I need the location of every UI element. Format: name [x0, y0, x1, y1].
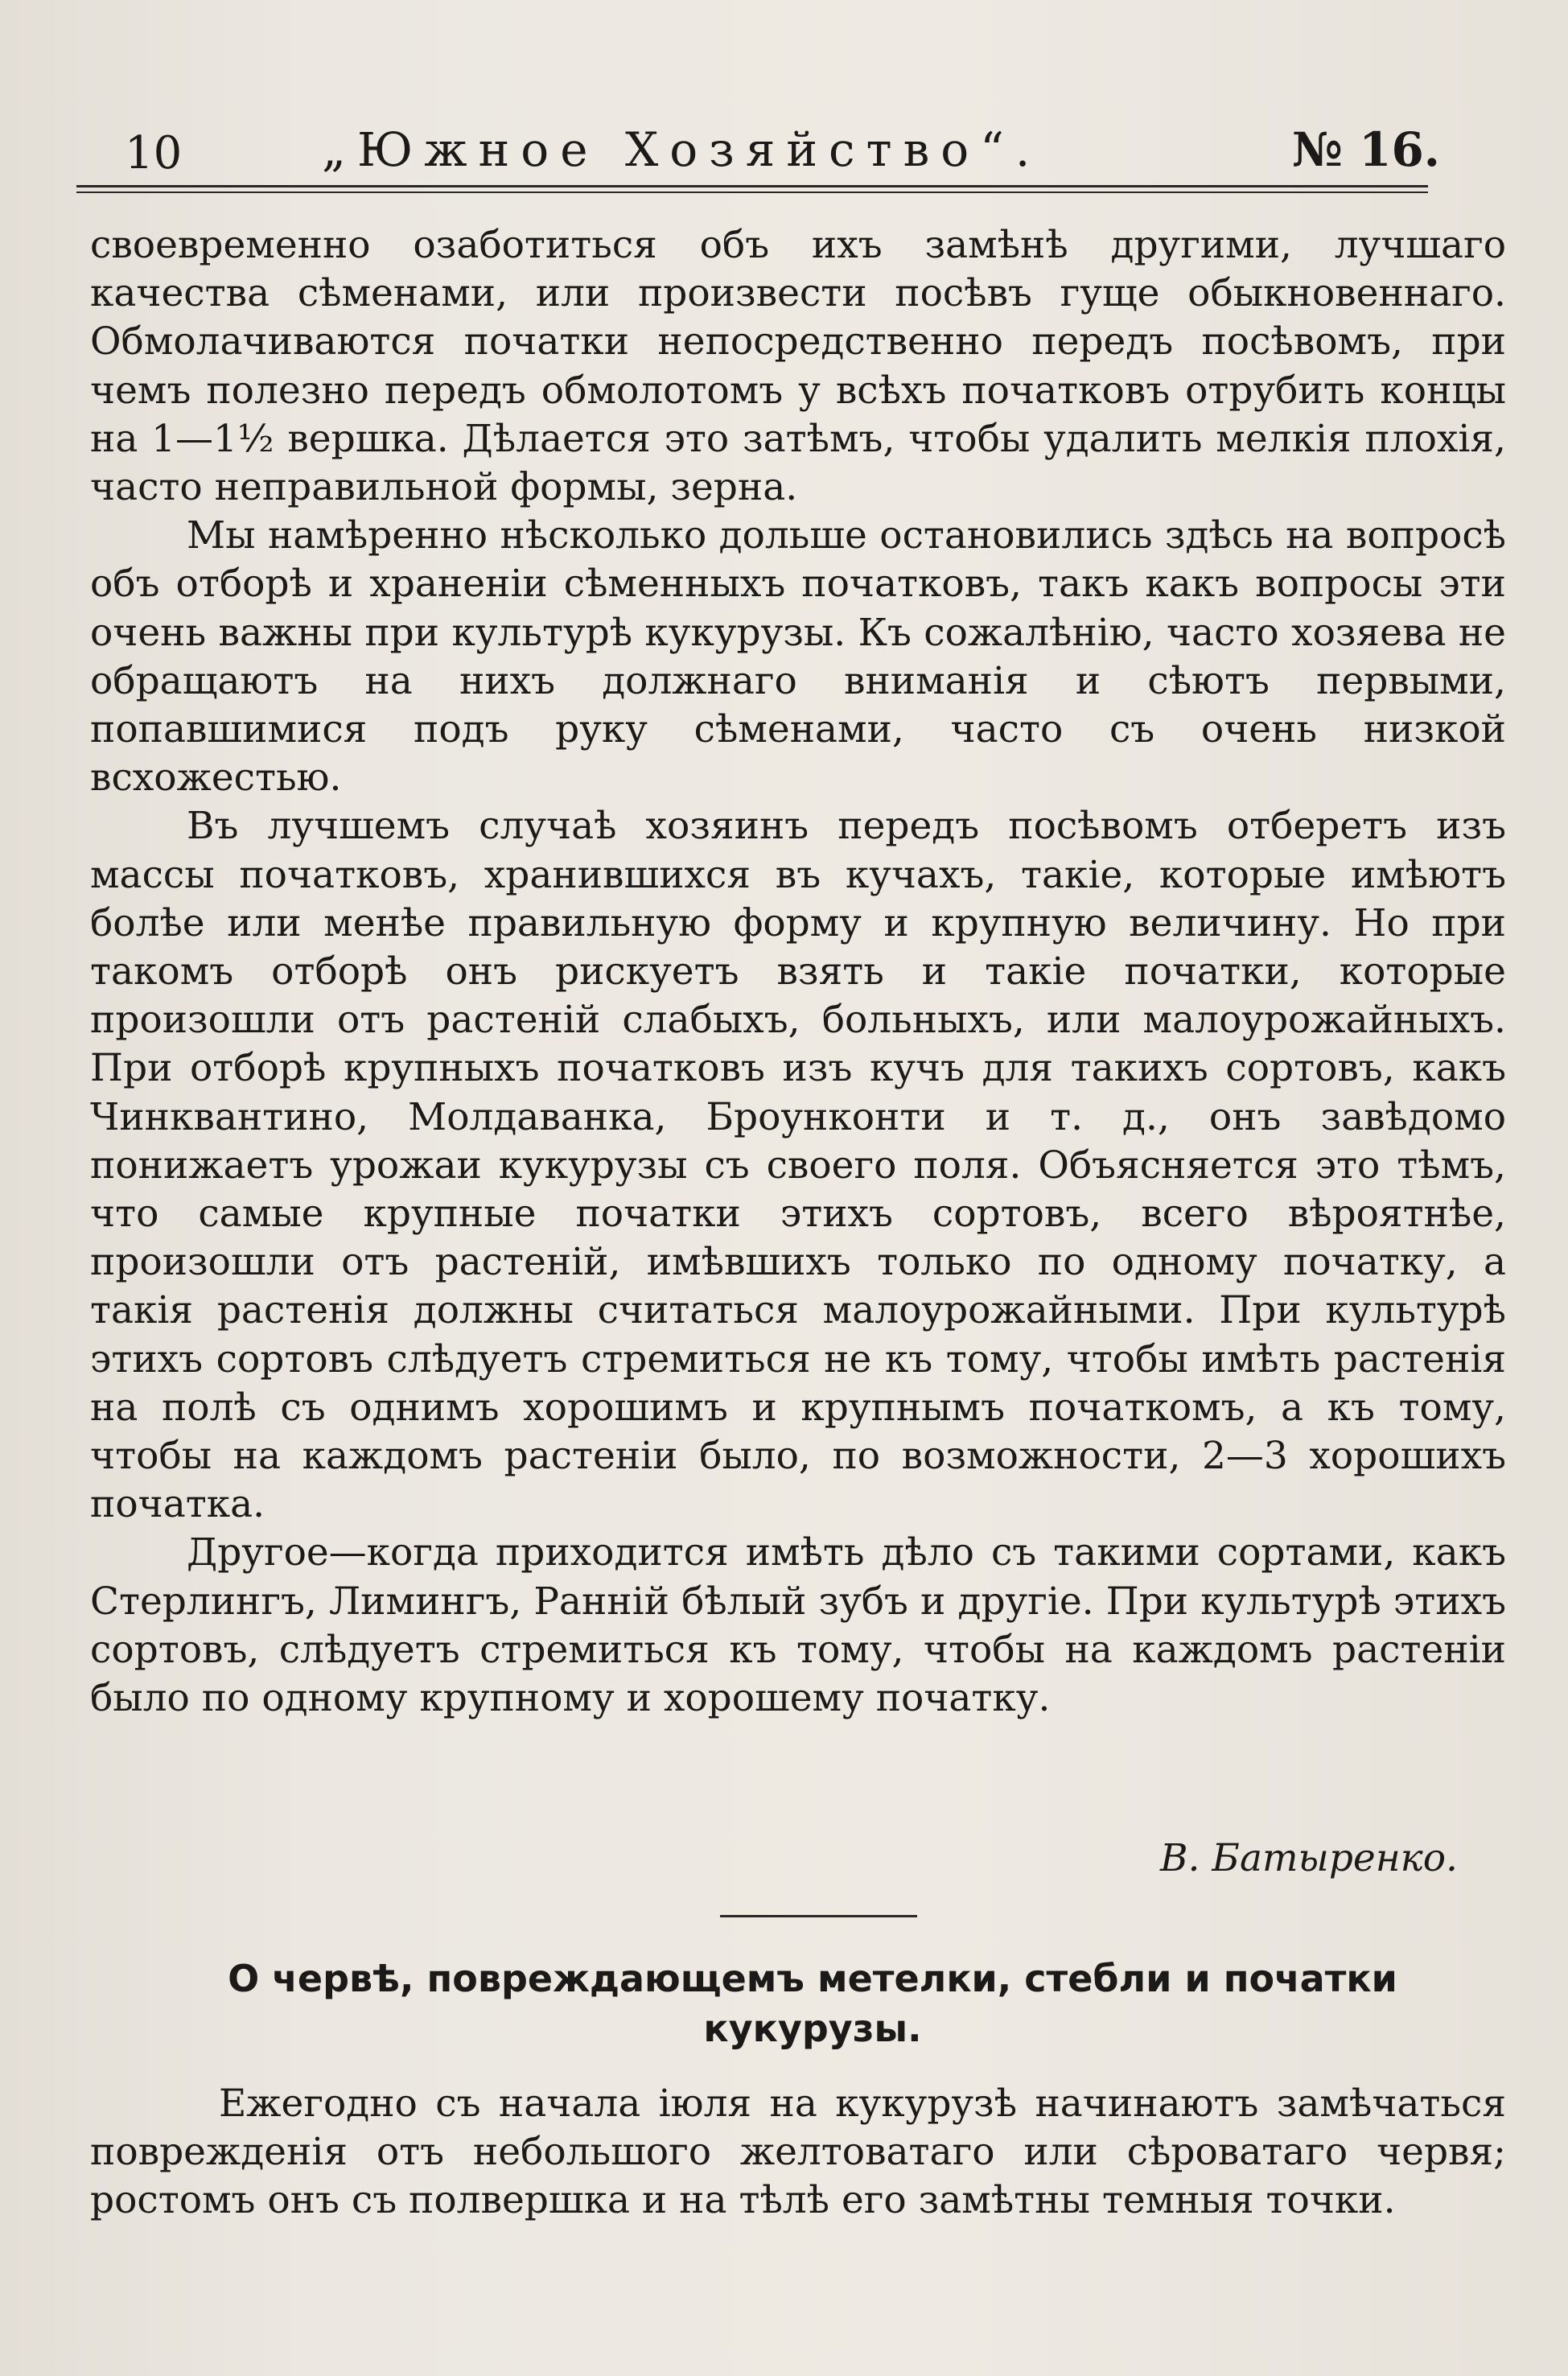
- header-rule: [76, 185, 1428, 187]
- section-paragraph: Ежегодно съ начала іюля на кукурузѣ начинаютъ замѣчаться поврежденія отъ небольшого желтоватаго или сѣроватаго червя; ростомъ онъ съ полвершка и на тѣлѣ его замѣтны темныя точки.: [90, 2082, 1506, 2223]
- issue-number: № 16.: [1291, 122, 1440, 177]
- article-paragraph-3: Въ лучшемъ случаѣ хозяинъ передъ посѣвомъ отберетъ изъ массы початковъ, хранившихся въ кучахъ, такіе, которые имѣютъ болѣе или менѣе правильную форму и крупную величину. Но при такомъ отборѣ онъ рискуетъ взять и такіе початки, которые произошли отъ растеній слабыхъ, больныхъ, или малоурожайныхъ. При отборѣ крупныхъ початковъ изъ кучъ для такихъ сортовъ, какъ Чинквантино, Молдаванка, Броунконти и т. д., онъ завѣдомо понижаетъ урожаи кукурузы съ своего поля. Объясняется это тѣмъ, что самые крупные початки этихъ сортовъ, всего вѣроятнѣе, произошли отъ растеній, имѣвшихъ только по одному початку, а такія растенія должны считаться малоурожайными. При культурѣ этихъ сортовъ слѣдуетъ стремиться не къ тому, чтобы имѣть растенія на полѣ съ однимъ хорошимъ и крупнымъ початкомъ, а къ тому, чтобы на каждомъ растеніи было, по возможности, 2—3 хорошихъ початка.: [90, 804, 1506, 1527]
- section-separator: [720, 1915, 917, 1917]
- article-body: [90, 221, 1506, 1723]
- article-paragraph-1: своевременно озаботиться объ ихъ замѣнѣ другими, лучшаго качества сѣменами, или произвести посѣвъ гуще обыкновеннаго. Обмолачиваются початки непосредственно передъ посѣвомъ, при чемъ полезно передъ обмолотомъ у всѣхъ початковъ отрубить концы на 1—1½ вершка. Дѣлается это затѣмъ, чтобы удалить мелкія плохія, часто неправильной формы, зерна.: [90, 223, 1506, 510]
- page-number: 10: [125, 127, 183, 179]
- article-paragraph-2: Мы намѣренно нѣсколько дольше остановились здѣсь на вопросѣ объ отборѣ и храненіи сѣменныхъ початковъ, такъ какъ вопросы эти очень важны при культурѣ кукурузы. Къ сожалѣнію, часто хозяева не обращаютъ на нихъ должнаго вниманія и сѣютъ первыми, попавшимися подъ руку сѣменами, часто съ очень низкой всхожестью.: [90, 513, 1506, 801]
- running-title: „Южное Хозяйство“.: [322, 122, 1042, 177]
- page-header: [88, 111, 1440, 179]
- header-rule-secondary: [76, 191, 1428, 193]
- section-heading: О червѣ, повреждающемъ метелки, стебли и початки кукурузы.: [228, 1957, 1397, 2050]
- section-body: [90, 2080, 1506, 2226]
- author-signature: В. Батыренко.: [1160, 1836, 1458, 1880]
- article-paragraph-4: Другое—когда приходится имѣть дѣло съ такими сортами, какъ Стерлингъ, Лимингъ, Ранній бѣлый зубъ и другіе. При культурѣ этихъ сортовъ, слѣдуетъ стремиться къ тому, чтобы на каждомъ растеніи было по одному крупному и хорошему початку.: [90, 1530, 1506, 1721]
